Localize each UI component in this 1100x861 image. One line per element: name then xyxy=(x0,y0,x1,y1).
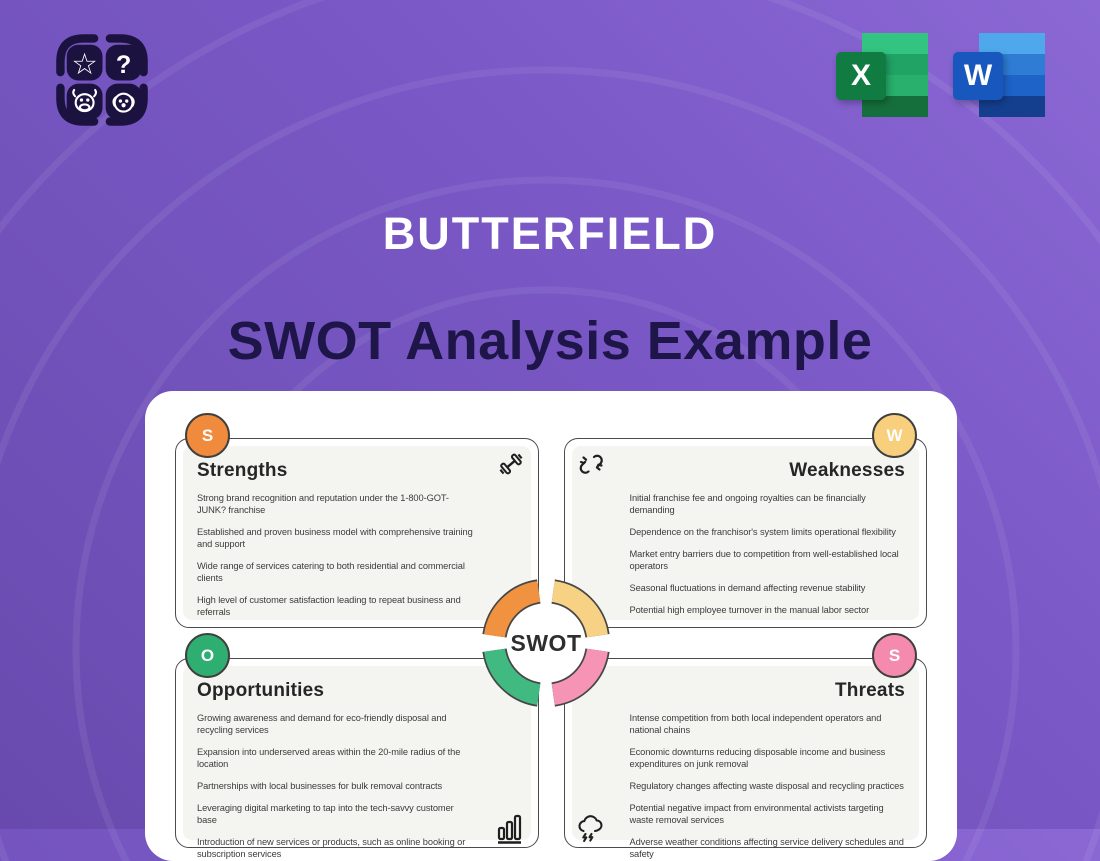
weakness-item: Seasonal fluctuations in demand affecting revenue stability xyxy=(629,582,866,593)
opportunities-badge: O xyxy=(185,633,230,678)
threats-badge: S xyxy=(872,633,917,678)
threat-item: Potential negative impact from environmental activists targeting waste removal services xyxy=(629,802,884,826)
storm-cloud-icon xyxy=(574,810,606,844)
opportunities-title: Opportunities xyxy=(197,680,325,701)
weakness-item: Initial franchise fee and ongoing royalties can be financially demanding xyxy=(629,493,866,516)
broken-link-icon xyxy=(575,448,607,480)
weaknesses-badge: W xyxy=(872,413,917,458)
excel-file-icon[interactable] xyxy=(836,33,928,119)
butterfield-logo[interactable] xyxy=(52,30,152,130)
opportunity-item: Expansion into underserved areas within the 20-mile radius of the location xyxy=(197,747,461,770)
threat-item: Adverse weather conditions affecting service delivery schedules and safety xyxy=(629,836,904,860)
threats-title: Threats xyxy=(834,680,905,701)
swot-center-label: SWOT xyxy=(510,630,582,656)
strength-item: High level of customer satisfaction leading to repeat business and referrals xyxy=(197,595,461,618)
opportunity-item: Introduction of new services or products, such as online booking or subscription services xyxy=(197,836,466,860)
weaknesses-title: Weaknesses xyxy=(789,460,905,481)
opportunity-item: Leveraging digital marketing to tap into the tech-savvy customer base xyxy=(197,802,454,826)
question-mark-icon xyxy=(116,51,131,79)
weakness-item: Potential high employee turnover in the manual labor sector xyxy=(629,604,870,615)
strengths-badge: S xyxy=(185,413,230,458)
threat-item: Economic downturns reducing disposable income and business expenditures on junk removal xyxy=(629,747,886,770)
svg-text:☆: ☆ xyxy=(71,47,98,82)
threat-item: Regulatory changes affecting waste disposal and recycling practices xyxy=(629,781,904,792)
strength-item: Wide range of services catering to both residential and commercial clients xyxy=(197,561,465,584)
bar-chart-icon xyxy=(496,812,524,844)
strength-item: Strong brand recognition and reputation under the 1-800-GOT-JUNK? franchise xyxy=(197,493,449,516)
opportunity-item: Partnerships with local businesses for bulk removal contracts xyxy=(197,781,443,792)
opportunity-item: Growing awareness and demand for eco-friendly disposal and recycling services xyxy=(197,713,447,736)
strength-item: Established and proven business model with comprehensive training and support xyxy=(197,527,473,550)
dumbbell-icon xyxy=(496,449,526,479)
strengths-title: Strengths xyxy=(197,460,288,481)
star-icon xyxy=(71,47,97,81)
excel-letter-tile: X xyxy=(836,52,886,100)
weakness-item: Dependence on the franchisor's system limits operational flexibility xyxy=(629,527,896,538)
word-file-icon[interactable] xyxy=(953,33,1045,119)
word-letter-tile: W xyxy=(953,52,1003,100)
weakness-item: Market entry barriers due to competition from well-established local operators xyxy=(629,548,899,572)
page-title: SWOT Analysis Example xyxy=(227,311,873,371)
swot-donut xyxy=(472,569,620,717)
svg-text:?: ? xyxy=(115,51,132,80)
threat-item: Intense competition from both local independent operators and national chains xyxy=(629,713,882,736)
brand-title: BUTTERFIELD xyxy=(382,208,718,259)
